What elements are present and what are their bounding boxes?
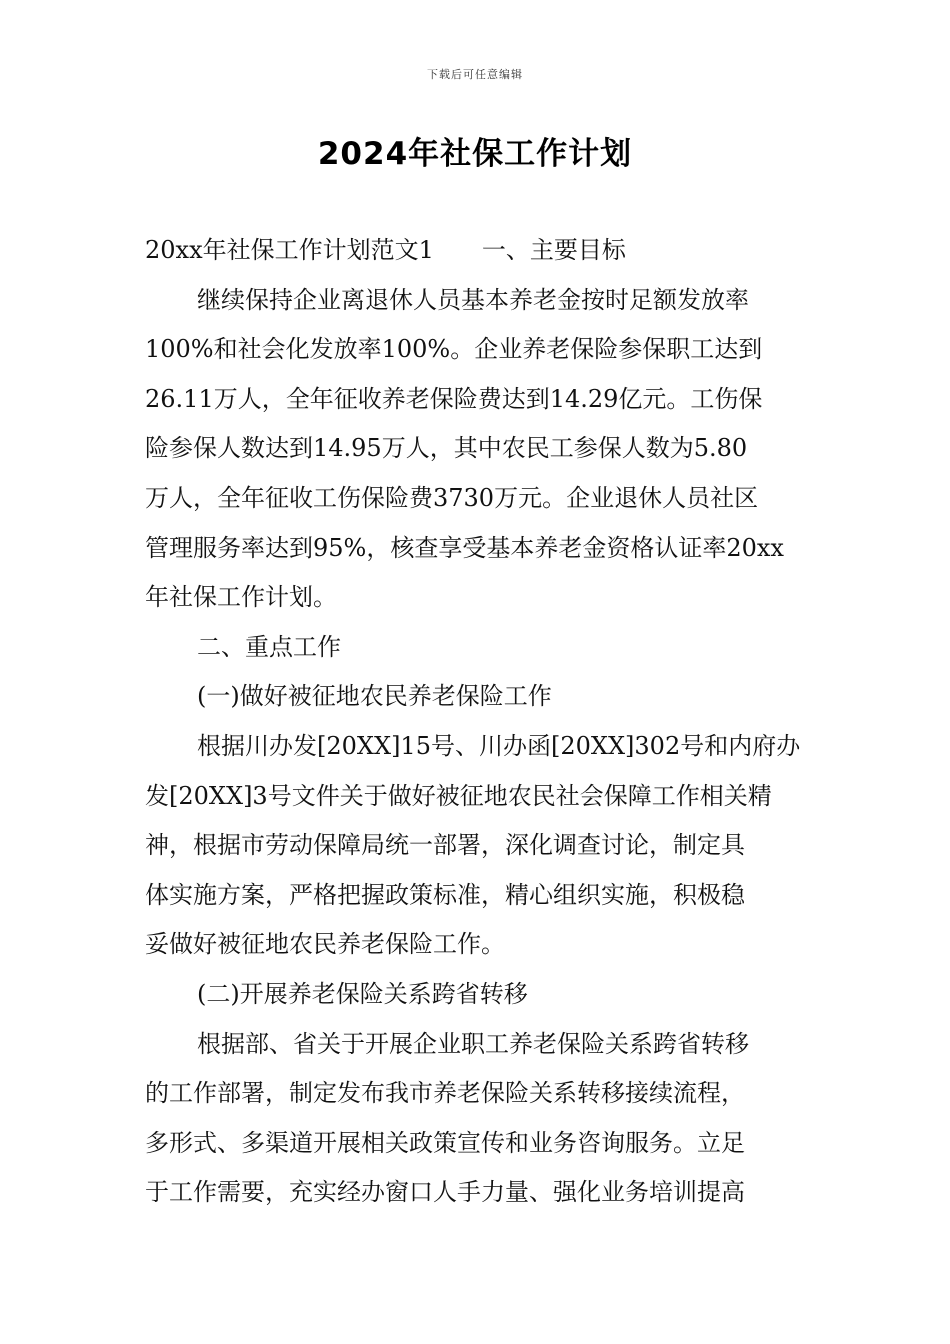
body-line: 26.11万人，全年征收养老保险费达到14.29亿元。工伤保 xyxy=(145,384,763,413)
body-line: 20xx年社保工作计划范文1 一、主要目标 xyxy=(145,236,626,264)
body-line: 年社保工作计划。 xyxy=(145,583,337,612)
document-title: 2024年社保工作计划 xyxy=(317,136,633,172)
header-note: 下载后可任意编辑 xyxy=(427,68,523,81)
body-line: 妥做好被征地农民养老保险工作。 xyxy=(145,930,505,959)
body-line: 万人，全年征收工伤保险费3730万元。企业退休人员社区 xyxy=(145,483,759,512)
body-line: 根据川办发[20XX]15号、川办函[20XX]302号和内府办 xyxy=(197,731,801,760)
body-line: 继续保持企业离退休人员基本养老金按时足额发放率 xyxy=(197,285,749,314)
body-line: 管理服务率达到95%，核查享受基本养老金资格认证率20xx xyxy=(145,533,784,562)
body-line: 体实施方案，严格把握政策标准，精心组织实施，积极稳 xyxy=(145,880,745,909)
section-heading: 二、重点工作 xyxy=(197,632,341,661)
document-body xyxy=(145,226,807,1218)
body-line: 于工作需要，充实经办窗口人手力量、强化业务培训提高 xyxy=(145,1178,745,1207)
body-line: 根据部、省关于开展企业职工养老保险关系跨省转移 xyxy=(197,1029,749,1058)
body-line: 的工作部署，制定发布我市养老保险关系转移接续流程， xyxy=(145,1079,745,1108)
body-line: 多形式、多渠道开展相关政策宣传和业务咨询服务。立足 xyxy=(145,1128,745,1157)
body-line: 险参保人数达到14.95万人，其中农民工参保人数为5.80 xyxy=(145,434,748,463)
body-line: 100%和社会化发放率100%。企业养老保险参保职工达到 xyxy=(145,335,763,364)
subsection-heading: (二)开展养老保险关系跨省转移 xyxy=(197,979,528,1008)
body-line: 神，根据市劳动保障局统一部署，深化调查讨论，制定具 xyxy=(145,831,745,860)
body-line: 发[20XX]3号文件关于做好被征地农民社会保障工作相关精 xyxy=(145,781,772,810)
subsection-heading: (一)做好被征地农民养老保险工作 xyxy=(197,682,552,711)
